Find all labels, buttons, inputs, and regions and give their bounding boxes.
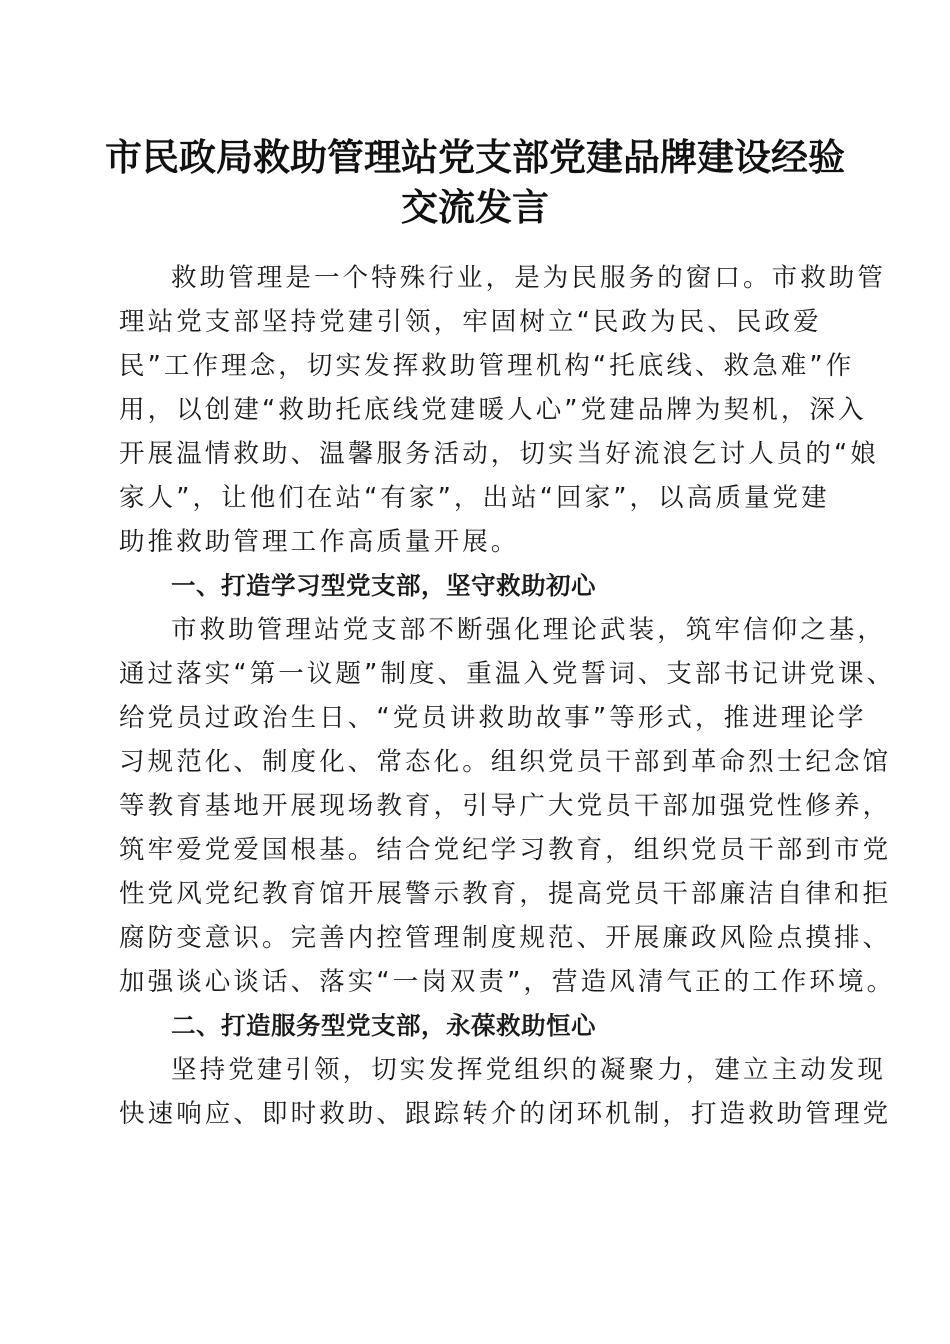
paragraph-line: 理站党支部坚持党建引领，牢固树立“民政为民、民政爱 [119,307,822,337]
section-heading-1: 一、打造学习型党支部，坚守救助初心 [171,571,596,600]
paragraph-line: 家人”，让他们在站“有家”，出站“回家”，以高质量党建 [119,483,830,513]
paragraph-line: 腐防变意识。完善内控管理制度规范、开展廉政风险点摸排、 [119,923,892,953]
paragraph-line: 助推救助管理工作高质量开展。 [119,527,520,557]
paragraph-line: 救助管理是一个特殊行业，是为民服务的窗口。市救助管 [171,263,887,293]
paragraph-line: 市救助管理站党支部不断强化理论武装，筑牢信仰之基， [171,615,887,645]
title-line-2: 交流发言 [401,185,549,229]
paragraph-line: 给党员过政治生日、“党员讲救助故事”等形式，推进理论学 [119,703,867,733]
paragraph-line: 习规范化、制度化、常态化。组织党员干部到革命烈士纪念馆 [119,747,892,777]
document-body [119,256,896,1136]
section-heading-2: 二、打造服务型党支部，永葆救助恒心 [171,1011,596,1040]
paragraph-line: 性党风党纪教育馆开展警示教育，提高党员干部廉洁自律和拒 [119,879,892,909]
paragraph-line: 筑牢爱党爱国根基。结合党纪学习教育，组织党员干部到市党 [119,835,892,865]
paragraph-line: 坚持党建引领，切实发挥党组织的凝聚力，建立主动发现 [171,1055,887,1085]
paragraph-line: 等教育基地开展现场教育，引导广大党员干部加强党性修养， [119,791,892,821]
paragraph-line: 民”工作理念，切实发挥救助管理机构“托底线、救急难”作 [119,351,855,381]
document-title [100,132,850,232]
paragraph-line: 通过落实“第一议题”制度、重温入党誓词、支部书记讲党课、 [119,659,896,689]
paragraph-line: 开展温情救助、温馨服务活动，切实当好流浪乞讨人员的“娘 [119,439,879,469]
paragraph-line: 用，以创建“救助托底线党建暖人心”党建品牌为契机，深入 [119,395,867,425]
title-line-1: 市民政局救助管理站党支部党建品牌建设经验 [105,135,845,179]
paragraph-line: 快速响应、即时救助、跟踪转介的闭环机制，打造救助管理党 [119,1099,892,1129]
paragraph-line: 加强谈心谈话、落实“一岗双责”，营造风清气正的工作环境。 [119,967,896,997]
